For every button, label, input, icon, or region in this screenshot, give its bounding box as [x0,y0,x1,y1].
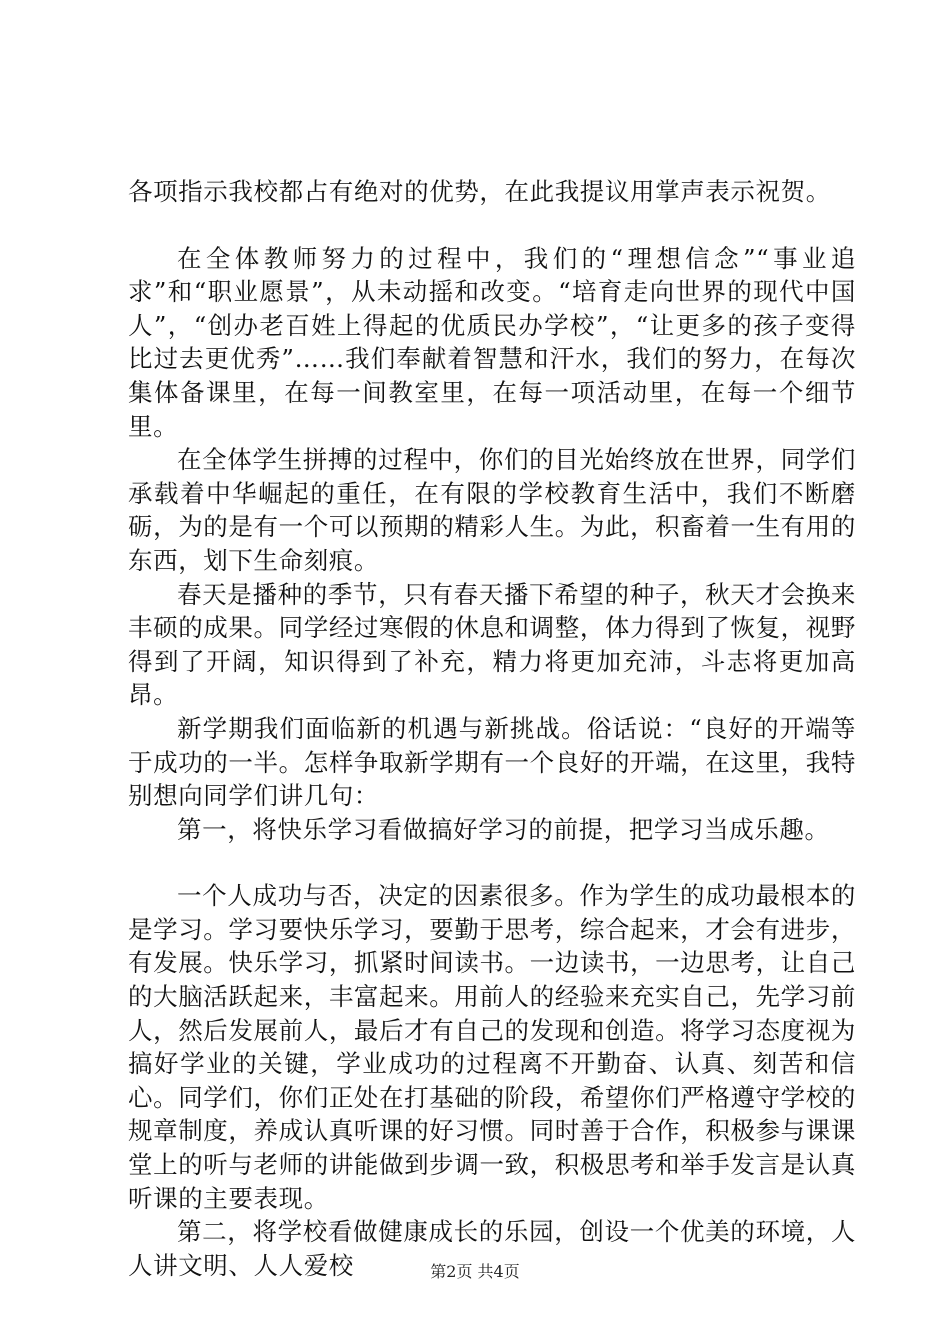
paragraph-continuation: 各项指示我校都占有绝对的优势，在此我提议用掌声表示祝贺。 [128,177,831,206]
paragraph-teachers: 在全体教师努力的过程中，我们的“理想信念”“事业追求”和“职业愿景”，从未动摇和改变。“培育走向世界的现代中国人”，“创办老百姓上得起的优质民办学校”，“让更多的孩子变得比过去更优秀”……我们奉献着智慧和汗水，我们的努力，在每次集体备课里，在每一间教室里，在每一项活动里，在每一个细节里。 [128,243,856,441]
paragraph-students: 在全体学生拼搏的过程中，你们的目光始终放在世界，同学们承载着中华崛起的重任，在有限的学校教育生活中，我们不断磨砺，为的是有一个可以预期的精彩人生。为此，积畜着一生有用的东西，划下生命刻痕。 [128,445,856,575]
paragraph-spring: 春天是播种的季节，只有春天播下希望的种子，秋天才会换来丰硕的成果。同学经过寒假的休息和调整，体力得到了恢复，视野得到了开阔，知识得到了补充，精力将更加充沛，斗志将更加高昂。 [128,579,856,710]
paragraph-point-one-body: 一个人成功与否，决定的因素很多。作为学生的成功最根本的是学习。学习要快乐学习，要勤于思考，综合起来，才会有进步，有发展。快乐学习，抓紧时间读书。一边读书，一边思考，让自己的大脑活跃起来，丰富起来。用前人的经验来充实自己，先学习前人，然后发展前人，最后才有自己的发现和创造。将学习态度视为搞好学业的关键，学业成功的过程离不开勤奋、认真、刻苦和信心。同学们，你们正处在打基础的阶段，希望你们严格遵守学校的规章制度，养成认真听课的好习惯。同时善于合作，积极参与课课堂上的听与老师的讲能做到步调一致，积极思考和举手发言是认真听课的主要表现。 [128,881,856,1213]
paragraph-point-one-heading: 第一，将快乐学习看做搞好学习的前提，把学习当成乐趣。 [177,814,830,844]
document-body [128,175,856,1282]
page-number-footer: 第2页 共4页 [430,1262,520,1281]
paragraph-point-two-heading: 第二，将学校看做健康成长的乐园，创设一个优美的环境，人人讲文明、人人爱校 [128,1217,856,1280]
paragraph-new-semester: 新学期我们面临新的机遇与新挑战。俗话说：“良好的开端等于成功的一半。怎样争取新学期有一个良好的开端，在这里，我特别想向同学们讲几句： [128,713,856,811]
